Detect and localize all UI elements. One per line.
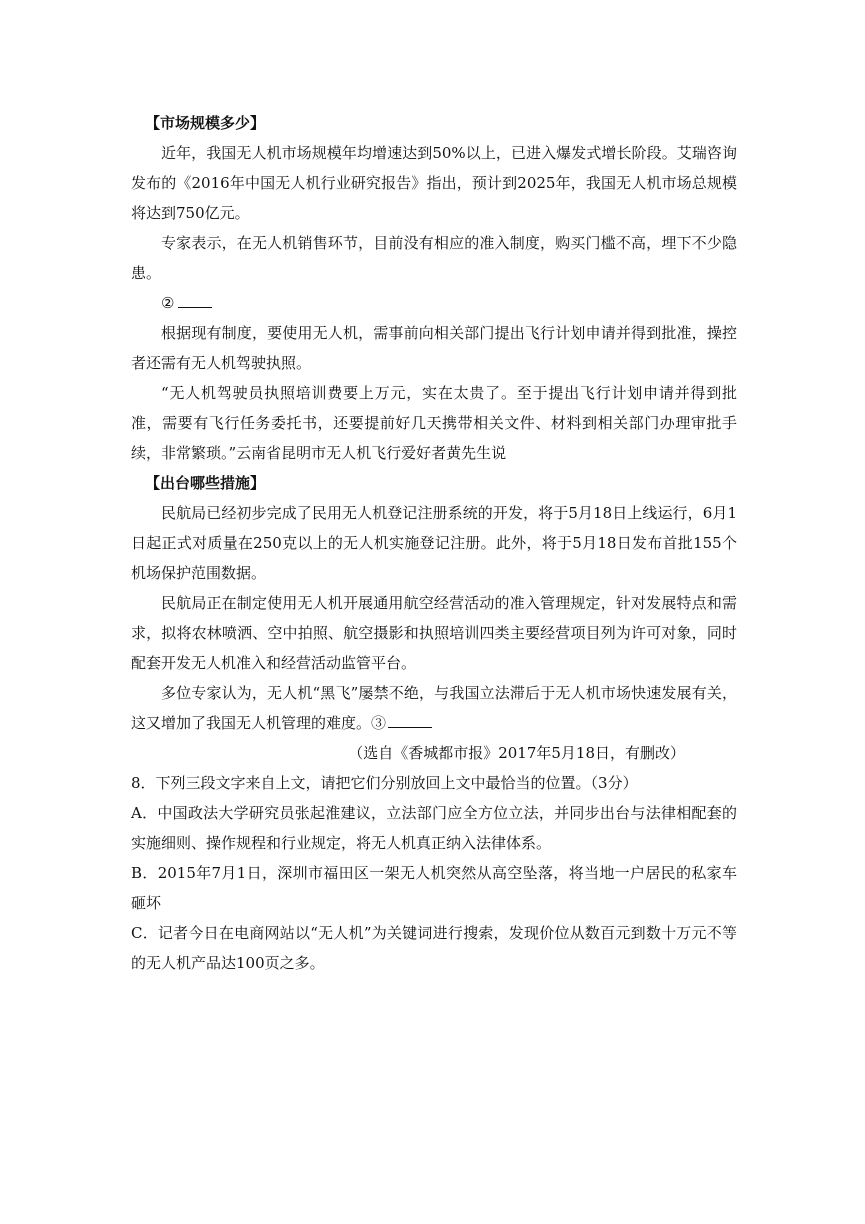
paragraph-registration-system: 民航局已经初步完成了民用无人机登记注册系统的开发，将于5月18日上线运行，6月1日起正式对质量在250克以上的无人机实施登记注册。此外，将于5月18日发布首批155个机场保护范围数据。: [131, 504, 737, 582]
option-c: C．记者今日在电商网站以“无人机”为关键词进行搜索，发现价位从数百元到数十万元不等的无人机产品达100页之多。: [131, 924, 737, 972]
blank-3-marker: ③: [371, 714, 387, 732]
paragraph-current-rules: 根据现有制度，要使用无人机，需事前向相关部门提出飞行计划申请并得到批准，操控者还需有无人机驾驶执照。: [131, 324, 737, 372]
blank-2-line: [131, 288, 737, 318]
paragraph-experts-legislation: [131, 678, 737, 738]
option-b: B．2015年7月1日，深圳市福田区一架无人机突然从高空坠落，将当地一户居民的私家车砸坏: [131, 864, 737, 912]
paragraph-expert-hazards: 专家表示，在无人机销售环节，目前没有相应的准入制度，购买门槛不高，埋下不少隐患。: [131, 234, 737, 282]
section-heading-market: 【市场规模多少】: [145, 114, 266, 132]
paragraph-hobbyist-quote: “无人机驾驶员执照培训费要上万元，实在太贵了。至于提出飞行计划申请并得到批准，需要有飞行任务委托书，还要提前好几天携带相关文件、材料到相关部门办理审批手续，非常繁琐。”云南省昆明市无人机飞行爱好者黄先生说: [131, 384, 737, 462]
paragraph-access-rules: 民航局正在制定使用无人机开展通用航空经营活动的准入管理规定，针对发展特点和需求，拟将农林喷洒、空中拍照、航空摄影和执照培训四类主要经营项目列为许可对象，同时配套开发无人机准入和经营活动监管平台。: [131, 594, 737, 672]
blank-2-marker: ②: [161, 294, 175, 312]
question-stem: 8．下列三段文字来自上文，请把它们分别放回上文中最恰当的位置。（3分）: [131, 774, 638, 792]
article-source: （选自《香城都市报》2017年5月18日，有删改）: [348, 744, 685, 762]
paragraph-market-growth: 近年，我国无人机市场规模年均增速达到50%以上，已进入爆发式增长阶段。艾瑞咨询发布的《2016年中国无人机行业研究报告》指出，预计到2025年，我国无人机市场总规模将达到750亿元。: [131, 144, 737, 222]
option-a: A．中国政法大学研究员张起淮建议，立法部门应全方位立法，并同步出台与法律相配套的实施细则、操作规程和行业规定，将无人机真正纳入法律体系。: [131, 804, 737, 852]
section-heading-measures: 【出台哪些措施】: [145, 474, 266, 492]
document-content: [131, 108, 737, 978]
blank-2-underline: [178, 293, 212, 308]
blank-3-underline: [388, 713, 432, 728]
paragraph-experts-text: 多位专家认为，无人机“黑飞”屡禁不绝，与我国立法滞后于无人机市场快速发展有关，这又增加了我国无人机管理的难度。: [131, 684, 737, 732]
